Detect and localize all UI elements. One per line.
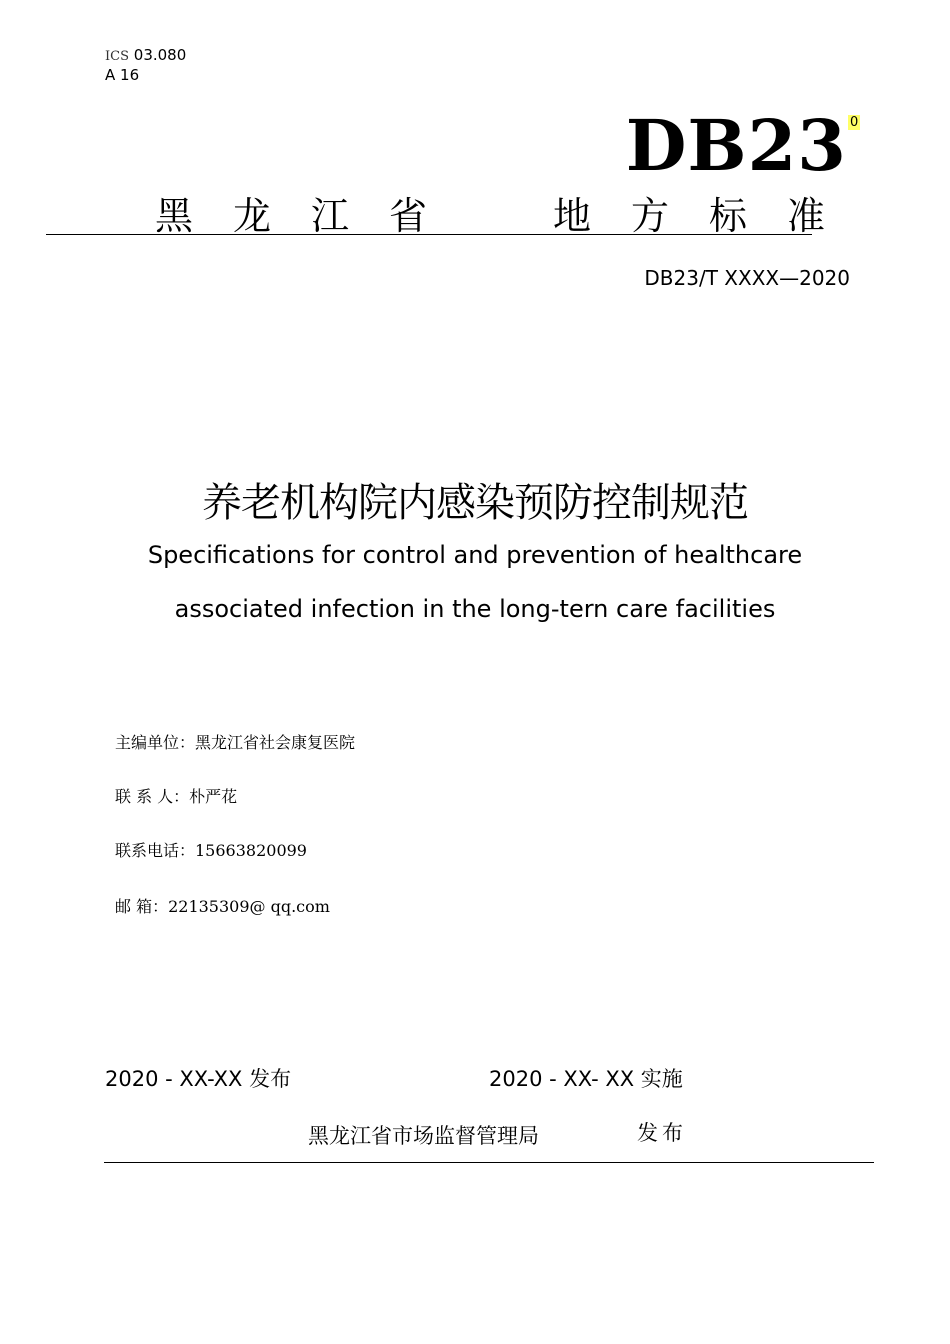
info-editing-unit: 主编单位：黑龙江省社会康复医院 [115, 733, 356, 752]
classification-code: A 16 [105, 66, 140, 84]
header-divider [46, 234, 812, 235]
footer-divider [104, 1162, 874, 1163]
info-phone: 联系电话：15663820099 [115, 841, 307, 860]
ics-label: ICS [105, 49, 129, 64]
implement-date: 2020 - XX- XX 实施 [489, 1067, 683, 1091]
db-superscript: 0 [850, 115, 859, 130]
standard-number: DB23/T XXXX—2020 [644, 266, 850, 290]
ics-value: 03.080 [133, 46, 187, 64]
province-name: 黑龙江省 [155, 194, 468, 238]
issuing-authority: 黑龙江省市场监督管理局 [308, 1124, 539, 1148]
title-english-line1: Specifications for control and prevention of healthcare [147, 541, 803, 569]
info-email: 邮 箱：22135309@ qq.com [115, 897, 330, 916]
publish-date: 2020 - XX-XX 发布 [105, 1067, 292, 1091]
db-code: DB23 [625, 104, 847, 187]
info-contact-person: 联 系 人：朴严花 [115, 787, 238, 806]
title-chinese: 养老机构院内感染预防控制规范 [202, 480, 748, 526]
standard-type: 地方标准 [553, 194, 866, 238]
issue-word: 发布 [637, 1121, 687, 1145]
title-english-line2: associated infection in the long-tern care facilities [174, 595, 776, 623]
ics-code [105, 46, 186, 66]
